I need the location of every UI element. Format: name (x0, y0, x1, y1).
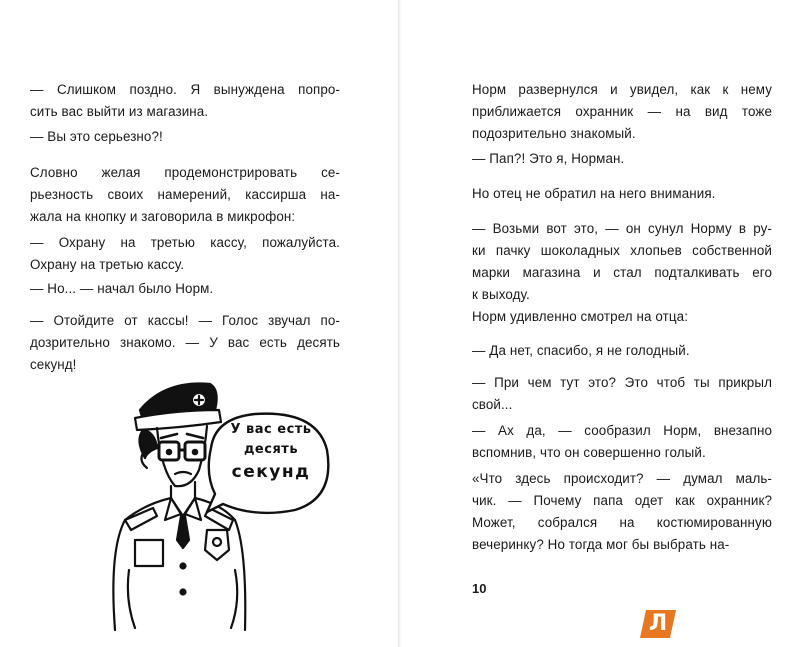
left-page (0, 0, 398, 647)
text-line: — Пап?! Это я, Норман. (472, 151, 625, 166)
text-line: — Но... — начал было Норм. (30, 281, 214, 296)
paragraph (472, 79, 772, 145)
paragraph (472, 218, 772, 306)
paragraph (30, 162, 340, 228)
paragraph (30, 126, 340, 148)
right-page (402, 0, 800, 647)
text-line: — Охрану на третью кассу, пожалуйста. (30, 235, 340, 250)
text-line: Охрану на третью кассу. (30, 257, 185, 272)
text-line: Норм удивленно смотрел на отца: (472, 309, 689, 324)
page-number: 10 (472, 581, 487, 596)
paragraph (472, 340, 772, 362)
publisher-logo (640, 610, 676, 638)
text-line: — Отойдите от кассы! — Голос звучал по- (30, 313, 340, 328)
text-line: к выходу. (472, 287, 530, 302)
text-line: подозрительно знакомый. (472, 126, 636, 141)
guard-drawing (95, 370, 335, 640)
speech-line-2: десять (243, 442, 299, 457)
text-line: рьезность своих намерений, кассирша на- (30, 187, 340, 202)
text-line: Но отец не обратил на него внимания. (472, 186, 716, 201)
paragraph (30, 79, 340, 123)
text-line: чик. — Почему папа одет как охранник? (472, 493, 772, 508)
text-line: Словно желая продемонстрировать се- (30, 165, 340, 180)
text-line: — Вы это серьезно?! (30, 129, 163, 144)
text-line: — Слишком поздно. Я вынуждена попро- (30, 82, 340, 97)
security-guard-illustration (95, 370, 335, 640)
text-line: — При чем тут это? Это чтоб ты прикрыл (472, 375, 772, 390)
paragraph (472, 148, 772, 170)
text-line: марки магазина и стал подталкивать его (472, 265, 772, 280)
paragraph (472, 183, 772, 205)
paragraph (30, 278, 340, 300)
text-line: дозрительно знакомо. — У вас есть десять (30, 335, 340, 350)
text-line: вечеринку? Но тогда мог бы выбрать на- (472, 537, 730, 552)
speech-line-1: У вас есть (230, 422, 312, 437)
paragraph (30, 310, 340, 376)
logo-letter: Л (648, 611, 668, 636)
paragraph (472, 420, 772, 464)
text-line: «Что здесь происходит? — думал маль- (472, 471, 772, 486)
paragraph (472, 306, 772, 328)
text-line: ки пачку шоколадных хлопьев собственной (472, 243, 772, 258)
text-line: секунд! (30, 357, 77, 372)
text-line: Норм развернулся и увидел, как к нему (472, 82, 772, 97)
speech-bubble-text (217, 420, 325, 484)
text-line: приближается охранник — на вид тоже (472, 104, 772, 119)
text-line: жала на кнопку и заговорила в микрофон: (30, 209, 296, 224)
paragraph (472, 468, 772, 556)
text-line: сить вас выйти из магазина. (30, 104, 209, 119)
text-line: Может, собрался на костюмированную (472, 515, 772, 530)
paragraph (30, 232, 340, 276)
paragraph (472, 372, 772, 416)
speech-line-3: секунд (231, 462, 311, 482)
text-line: — Ах да, — сообразил Норм, внезапно (472, 423, 772, 438)
text-line: вспомнив, что он совершенно голый. (472, 445, 706, 460)
text-line: свой... (472, 397, 513, 412)
text-line: — Да нет, спасибо, я не голодный. (472, 343, 690, 358)
text-line: — Возьми вот это, — он сунул Норму в ру- (472, 221, 772, 236)
